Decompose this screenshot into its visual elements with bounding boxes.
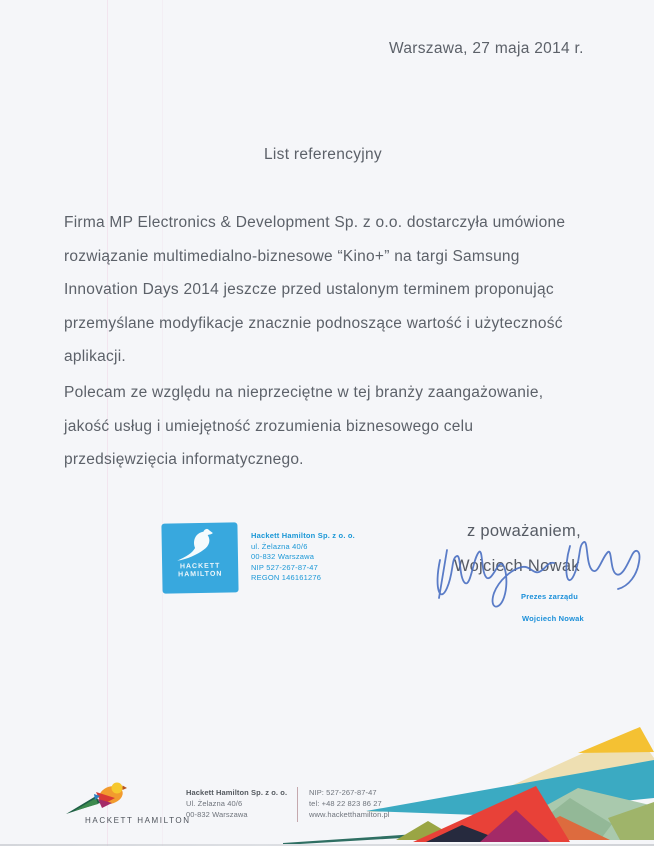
stamp-nip: NIP 527-267-87-47 [251, 562, 319, 572]
body-line: Innovation Days 2014 jeszcze przed ustalonym terminem proponując [64, 281, 554, 298]
date-line: Warszawa, 27 maja 2014 r. [389, 40, 584, 57]
footer-company-block [186, 787, 287, 820]
footer-website: www.hacketthamilton.pl [309, 810, 390, 819]
footer-address-city: 00-832 Warszawa [186, 810, 248, 819]
artwork-yellow-peak [578, 727, 654, 753]
stamp-details [251, 531, 355, 584]
body-line: przemyślane modyfikacje znacznie podnoszące wartość i użyteczność [64, 314, 563, 332]
footer-company-name: Hackett Hamilton Sp. z o. o. [186, 788, 288, 797]
signatory-name: Wojciech Nowak [454, 557, 580, 575]
body-line: przedsięwzięcia informatycznego. [64, 451, 304, 468]
letter-title: List referencyjny [264, 146, 382, 163]
company-stamp [161, 522, 238, 593]
signatory-printed-name: Wojciech Nowak [522, 614, 584, 623]
stamp-address-city: 00-832 Warszawa [251, 552, 315, 561]
body-line: Firma MP Electronics & Development Sp. z o.o. dostarczyła umówione [64, 214, 566, 231]
paragraph-1 [64, 206, 624, 374]
stamp-regon: REGON 146161276 [251, 573, 322, 582]
stamp-logo-text [178, 563, 223, 580]
body-line: aplikacji. [64, 348, 126, 365]
footer-divider [297, 787, 298, 822]
bird-tail-light [74, 798, 98, 811]
footer-contact-block [309, 787, 390, 820]
stamp-bird-icon [170, 526, 229, 565]
body-line: rozwiązanie multimedialno-biznesowe “Kino+” na targi Samsung [64, 247, 520, 265]
bird-head [112, 783, 123, 794]
stamp-address-street: ul. Żelazna 40/6 [251, 541, 308, 551]
bird-logo-icon [64, 781, 138, 817]
footer-nip: NIP: 527-267-87-47 [309, 788, 377, 797]
signatory-role: Prezes zarządu [521, 592, 578, 601]
stamp-company-name: Hackett Hamilton Sp. z o. o. [251, 531, 355, 540]
signature-autograph [430, 530, 650, 618]
footer-address-street: Ul. Żelazna 40/6 [186, 799, 243, 808]
footer-brand-name: HACKETT HAMILTON [85, 816, 191, 825]
body-line: jakość usług i umiejętność zrozumienia biznesowego celu [64, 417, 474, 435]
bird-beak [123, 786, 128, 791]
stamp-logo-line2: HAMILTON [178, 570, 223, 579]
body-line: Polecam ze względu na nieprzeciętne w tej branży zaangażowanie, [64, 384, 544, 401]
stamp-logo-line1: HACKETT [179, 562, 221, 571]
footer-tel: tel: +48 22 823 86 27 [309, 799, 382, 808]
signature-closing: z poważaniem, [467, 522, 581, 540]
corner-artwork [278, 718, 654, 844]
paragraph-2 [64, 376, 624, 477]
